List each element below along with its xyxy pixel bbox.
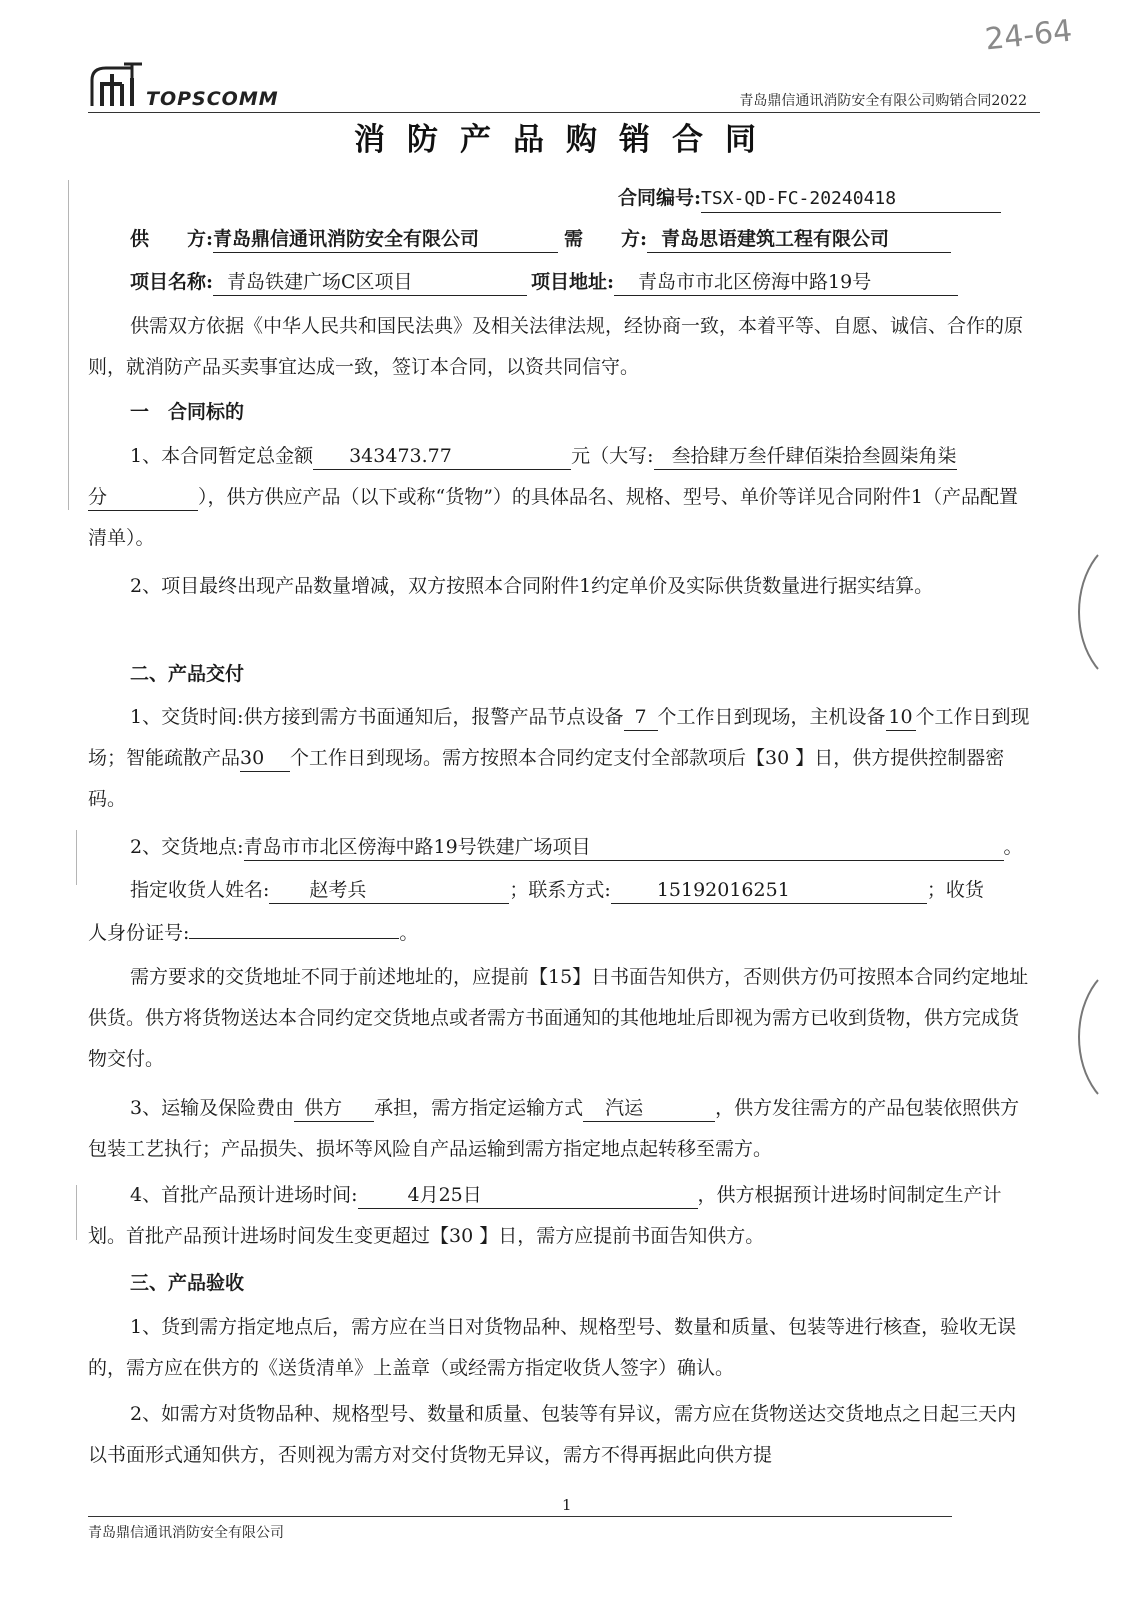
project-row <box>88 262 1032 303</box>
delivery-time-c: 个工作日到现场；智能疏散产品 <box>88 706 1030 769</box>
id-row <box>88 913 1032 954</box>
contract-number-row <box>88 178 1032 219</box>
contract-number-label: 合同编号: <box>618 187 702 209</box>
cost-bearer: 供方 <box>294 1095 374 1122</box>
transport-b: 承担，需方指定运输方式 <box>374 1097 584 1119</box>
amount-in-words-end: 分 <box>88 484 198 511</box>
margin-line <box>76 830 77 885</box>
section2-p5 <box>88 1175 1032 1257</box>
margin-line <box>76 1185 77 1240</box>
amount-words-label: 元（大写: <box>571 445 654 467</box>
id-number-field <box>189 938 399 939</box>
footer-divider <box>88 1516 952 1517</box>
section3-p1: 1、货到需方指定地点后，需方应在当日对货物品种、规格型号、数量和质量、包装等进行核查，验收无误的，需方应在供方的《送货清单》上盖章（或经需方指定收货人签字）确认。 <box>88 1316 1017 1379</box>
section1-heading: 一 合同标的 <box>130 401 245 423</box>
section3-heading: 三、产品验收 <box>130 1272 245 1294</box>
section1-p2: 2、项目最终出现产品数量增减，双方按照本合同附件1约定单价及实际供货数量进行据实结算。 <box>130 575 934 597</box>
amount-prefix: 1、本合同暂定总金额 <box>130 445 314 467</box>
transport-method: 汽运 <box>583 1095 715 1122</box>
transport-c: ，供方发往需方的产品包装依照供方包装工艺执行；产品损失、损坏等风险自产品运输到需方指定地点起转移至需方。 <box>88 1097 1020 1160</box>
buyer-label: 需 方: <box>564 228 648 250</box>
header-contract-title: 青岛鼎信通讯消防安全有限公司购销合同2022 <box>739 93 1027 109</box>
id-end: 。 <box>399 922 419 944</box>
handwritten-note: 24-64 <box>983 13 1074 58</box>
entry-time-suffix: ，供方根据预计进场时间制定生产计划。首批产品预计进场时间发生变更超过【30 】日，需方应提前书面告知供方。 <box>88 1184 1002 1247</box>
section3-p2: 2、如需方对货物品种、规格型号、数量和质量、包装等有异议，需方应在货物送达交货地点之日起三天内以书面形式通知供方，否则视为需方对交付货物无异议，需方不得再据此向供方提 <box>88 1403 1017 1466</box>
contact-label: ；联系方式: <box>509 879 611 901</box>
seal-arc <box>1078 535 1132 689</box>
entry-date: 4月25日 <box>358 1182 698 1209</box>
receiver-row <box>88 870 1032 911</box>
section2-heading: 二、产品交付 <box>130 663 245 685</box>
id-label-b: 人身份证号: <box>88 922 190 944</box>
amount-in-words: 叁拾肆万叁仟肆佰柒拾叁圆柒角柒 <box>654 443 957 470</box>
parties-row <box>88 219 1032 260</box>
section2-p2 <box>88 827 1032 868</box>
entry-time-label: 4、首批产品预计进场时间: <box>130 1184 358 1206</box>
project-name: 青岛铁建广场C区项目 <box>213 269 527 296</box>
project-name-label: 项目名称: <box>130 271 214 293</box>
company-logo <box>88 60 288 112</box>
transport-a: 3、运输及保险费由 <box>130 1097 295 1119</box>
seal-arc <box>1078 960 1132 1114</box>
topscomm-logo-icon <box>88 60 148 112</box>
supplier-label: 供 方: <box>130 228 214 250</box>
contact-phone: 15192016251 <box>611 877 927 904</box>
intro-paragraph: 供需双方依据《中华人民共和国民法典》及相关法律法规，经协商一致，本着平等、自愿、诚信、合作的原则，就消防产品买卖事宜达成一致，签订本合同，以资共同信守。 <box>88 315 1024 378</box>
section1-p1 <box>88 436 1032 559</box>
days-host: 10 <box>886 704 916 731</box>
footer-company: 青岛鼎信通讯消防安全有限公司 <box>88 1525 284 1541</box>
days-alarm: 7 <box>624 704 658 731</box>
id-label-a: ；收货 <box>926 879 984 901</box>
delivery-time-a: 1、交货时间:供方接到需方书面通知后，报警产品节点设备 <box>130 706 624 728</box>
logo-text: TOPSCOMM <box>146 88 279 110</box>
delivery-place-end: 。 <box>1003 836 1023 858</box>
days-evac: 30 <box>240 745 290 772</box>
section2-p4 <box>88 1088 1032 1170</box>
document-title: 消防产品购销合同 <box>354 122 778 158</box>
section2-p1 <box>88 697 1032 820</box>
buyer-name: 青岛思语建筑工程有限公司 <box>647 226 951 253</box>
delivery-time-b: 个工作日到现场，主机设备 <box>657 706 886 728</box>
header-divider <box>88 112 1040 113</box>
receiver-label: 指定收货人姓名: <box>130 879 270 901</box>
margin-line <box>68 180 69 510</box>
delivery-time-d: 个工作日到现场。需方按照本合同约定支付全部款项后【30 】日，供方提供控制器密码。 <box>88 747 1005 810</box>
delivery-place-label: 2、交货地点: <box>130 836 244 858</box>
project-address: 青岛市市北区傍海中路19号 <box>614 269 958 296</box>
contract-number-value: TSX-QD-FC-20240418 <box>701 186 1001 213</box>
receiver-name: 赵考兵 <box>269 877 509 904</box>
amount-suffix: ），供方供应产品（以下或称“货物”）的具体品名、规格、型号、单价等详见合同附件1（产品配置清单）。 <box>88 486 1019 549</box>
supplier-name: 青岛鼎信通讯消防安全有限公司 <box>213 226 558 253</box>
delivery-place: 青岛市市北区傍海中路19号铁建广场项目 <box>244 834 1004 861</box>
section2-p3: 需方要求的交货地址不同于前述地址的，应提前【15】日书面告知供方，否则供方仍可按照本合同约定地址供货。供方将货物送达本合同约定交货地点或者需方书面通知的其他地址后即视为需方已收到货物，供方完成货物交付。 <box>88 966 1029 1070</box>
page-number: 1 <box>562 1496 572 1514</box>
total-amount: 343473.77 <box>313 443 571 470</box>
project-address-label: 项目地址: <box>531 271 615 293</box>
